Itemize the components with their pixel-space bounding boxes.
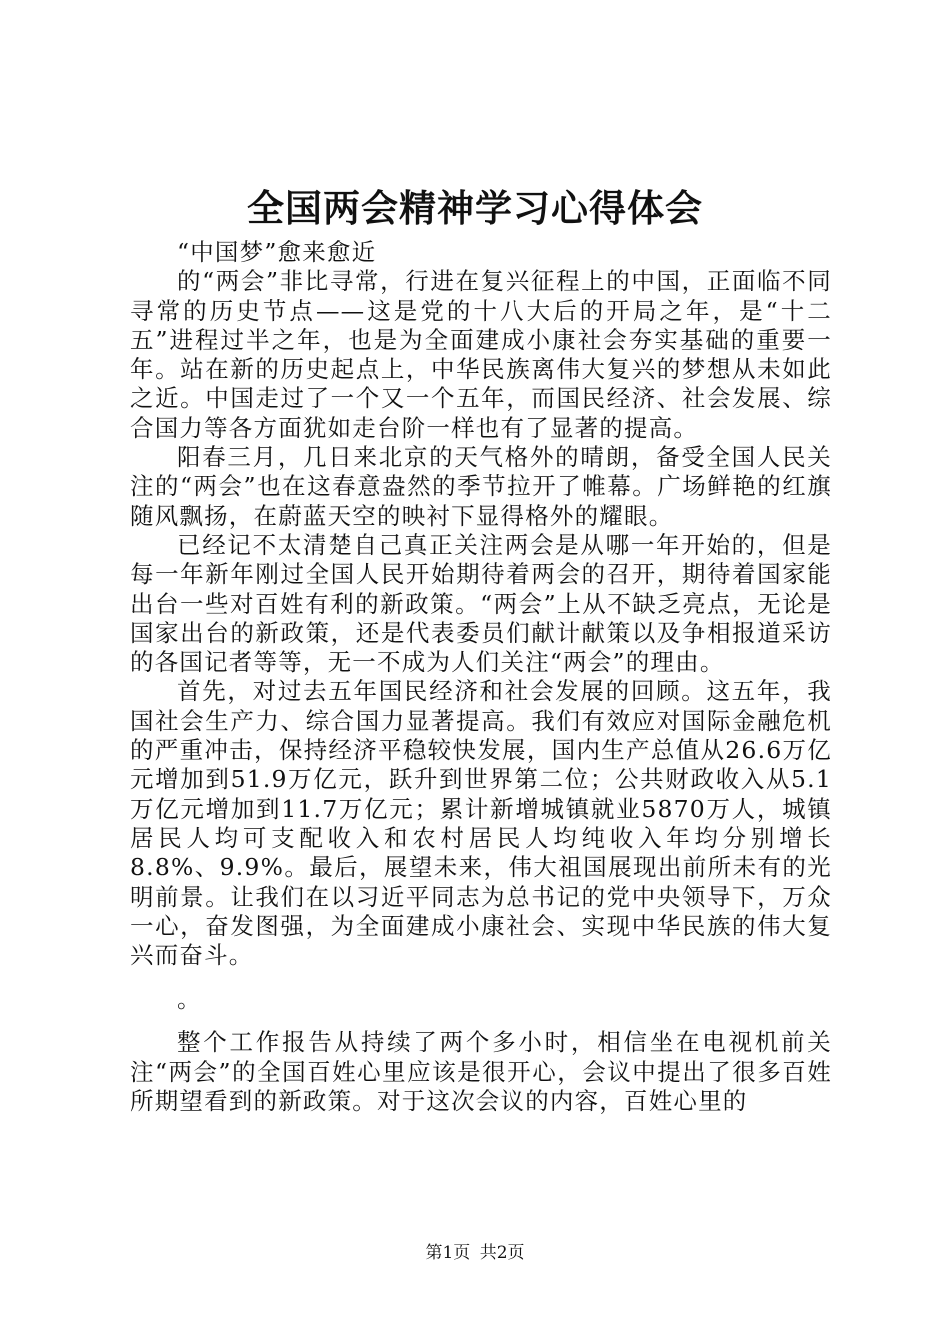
paragraph: 整个工作报告从持续了两个多小时，相信坐在电视机前关注“两会”的全国百姓心里应该是很开心，会议中提出了很多百姓所期望看到的新政策。对于这次会议的内容，百姓心里的 bbox=[130, 1028, 832, 1116]
paragraph-separator: 。 bbox=[177, 985, 202, 1014]
page-footer: 第1页 共2页 bbox=[425, 1243, 525, 1263]
paragraph: 已经记不太清楚自己真正关注两会是从哪一年开始的，但是每一年新年刚过全国人民开始期待着两会的召开，期待着国家能出台一些对百姓有利的新政策。“两会”上从不缺乏亮点，无论是国家出台的新政策，还是代表委员们献计献策以及争相报道采访的各国记者等等，无一不成为人们关注“两会”的理由。 bbox=[130, 530, 832, 677]
document-title: 全国两会精神学习心得体会 bbox=[247, 187, 703, 230]
paragraph-subheading: “中国梦”愈来愈近 bbox=[177, 238, 377, 266]
paragraph: 的“两会”非比寻常，行进在复兴征程上的中国，正面临不同寻常的历史节点——这是党的十八大后的开局之年，是“十二五”进程过半之年，也是为全面建成小康社会夯实基础的重要一年。站在新的历史起点上，中华民族离伟大复兴的梦想从未如此之近。中国走过了一个又一个五年，而国民经济、社会发展、综合国力等各方面犹如走台阶一样也有了显著的提高。 bbox=[130, 267, 832, 442]
paragraph: 首先，对过去五年国民经济和社会发展的回顾。这五年，我国社会生产力、综合国力显著提高。我们有效应对国际金融危机的严重冲击，保持经济平稳较快发展，国内生产总值从26.6万亿元增加到51.9万亿元，跃升到世界第二位；公共财政收入从5.1万亿元增加到11.7万亿元；累计新增城镇就业5870万人，城镇居民人均可支配收入和农村居民人均纯收入年均分别增长8.8%、9.9%。最后，展望未来，伟大祖国展现出前所未有的光明前景。让我们在以习近平同志为总书记的党中央领导下，万众一心，奋发图强，为全面建成小康社会、实现中华民族的伟大复兴而奋斗。 bbox=[130, 677, 832, 970]
document-body bbox=[130, 238, 832, 1116]
paragraph: 阳春三月，几日来北京的天气格外的晴朗，备受全国人民关注的“两会”也在这春意盎然的季节拉开了帷幕。广场鲜艳的红旗随风飘扬，在蔚蓝天空的映衬下显得格外的耀眼。 bbox=[130, 443, 832, 530]
